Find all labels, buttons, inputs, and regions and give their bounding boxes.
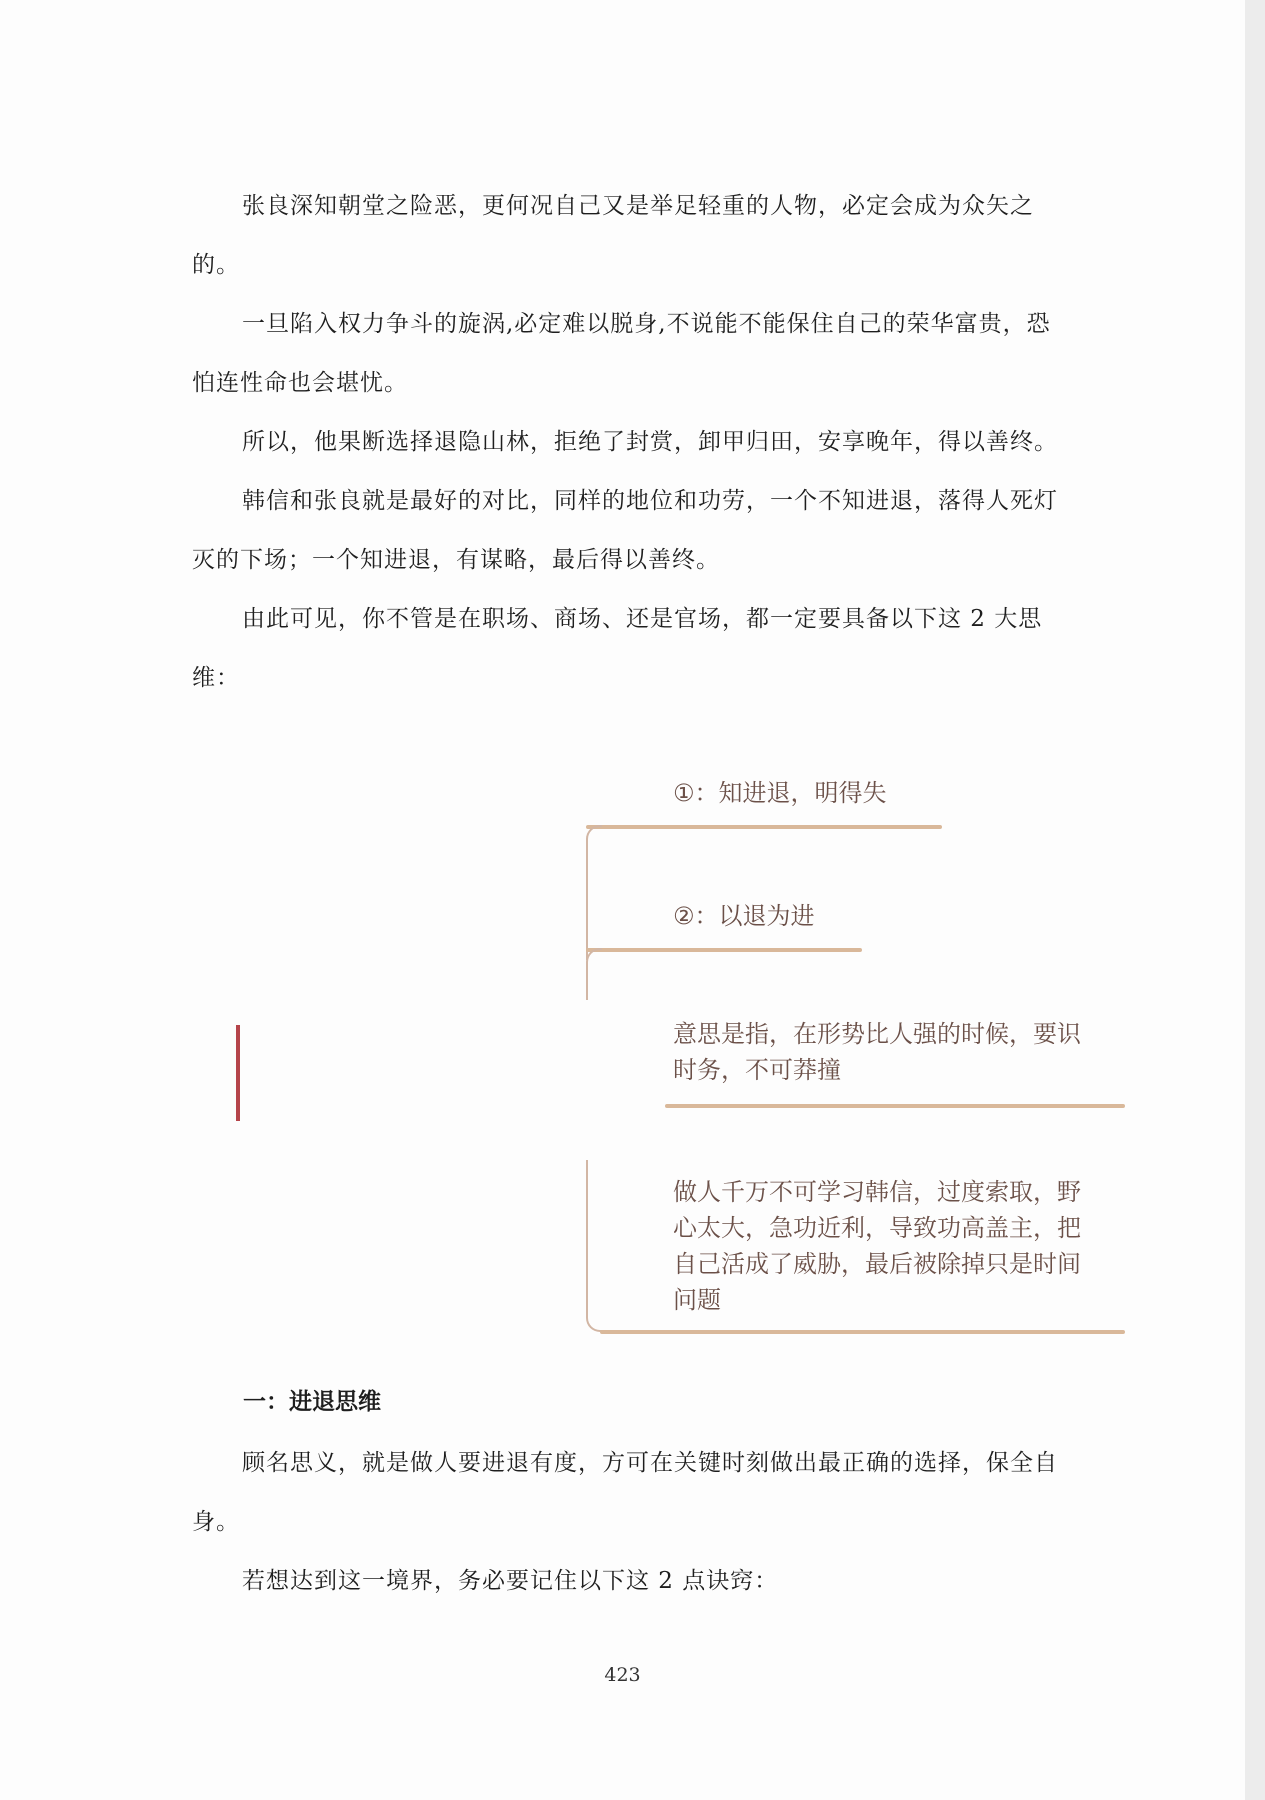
- mindmap-branch-line: [586, 839, 588, 960]
- section-paragraph-1: 顾名思义，就是做人要进退有度，方可在关键时刻做出最正确的选择，保全自身。: [192, 1450, 1058, 1535]
- paragraph-5: 由此可见，你不管是在职场、商场、还是官场，都一定要具备以下这 2 大思维：: [192, 606, 1043, 691]
- mindmap-node-2: ②：以退为进: [673, 902, 815, 930]
- paragraph-4: 韩信和张良就是最好的对比，同样的地位和功劳，一个不知进退，落得人死灯灭的下场；一个知进退，有谋略，最后得以善终。: [192, 488, 1058, 573]
- mindmap-detail-1-underline: [665, 1104, 1125, 1108]
- mindmap-detail-1: 意思是指，在形势比人强的时候，要识时务，不可莽撞: [673, 1020, 1081, 1084]
- mindmap-branch-line: [586, 962, 588, 1000]
- section-paragraph-2: 若想达到这一境界，务必要记住以下这 2 点诀窍：: [242, 1568, 779, 1594]
- scan-edge: [1245, 0, 1265, 1800]
- paragraph-2: 一旦陷入权力争斗的旋涡,必定难以脱身,不说能不能保住自己的荣华富贵，恐怕连性命也会堪忧。: [192, 311, 1051, 396]
- mindmap-detail-2: 做人千万不可学习韩信，过度索取，野心太大，急功近利，导致功高盖主，把自己活成了威胁，最后被除掉只是时间问题: [673, 1178, 1081, 1314]
- mindmap-node-1-underline: [586, 825, 942, 829]
- paragraph-3: 所以，他果断选择退隐山林，拒绝了封赏，卸甲归田，安享晚年，得以善终。: [242, 429, 1058, 455]
- mindmap-node-2-underline: [586, 948, 862, 952]
- paragraph-1: 张良深知朝堂之险恶，更何况自己又是举足轻重的人物，必定会成为众矢之的。: [192, 193, 1034, 278]
- page-number: 423: [604, 1664, 641, 1686]
- mindmap-branch-line: [586, 1160, 588, 1318]
- section-heading: 一：进退思维: [243, 1389, 381, 1415]
- mindmap-detail-2-underline: [600, 1330, 1125, 1334]
- mindmap-node-1: ①：知进退，明得失: [673, 779, 887, 807]
- mindmap-red-marker: [236, 1025, 240, 1121]
